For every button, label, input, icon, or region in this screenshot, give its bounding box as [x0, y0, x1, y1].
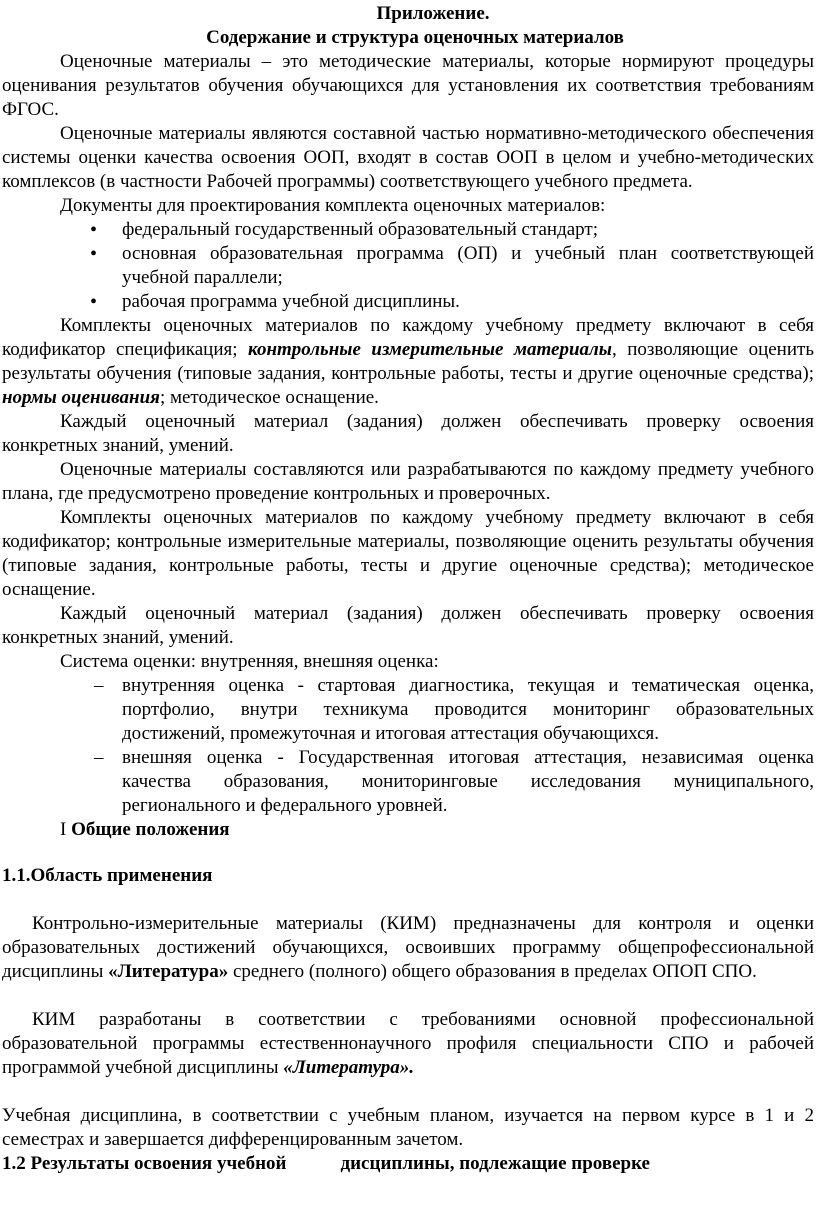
paragraph-documents: Документы для проектирования комплекта оценочных материалов: — [60, 195, 606, 216]
text-run: Контрольно-измерительные материалы (КИМ) предназначены для контроля и оценки образовательных достижений обучающихся, освоивших программу общепрофессиональной дисциплины — [2, 913, 814, 982]
appendix-heading: Приложение. — [376, 3, 490, 24]
paragraph-kim-purpose — [2, 912, 814, 984]
paragraph-check-2: Каждый оценочный материал (задания) должен обеспечивать проверку освоения конкретных знаний, умений. — [2, 603, 814, 648]
text-run: дисциплины, подлежащие проверке — [340, 1153, 650, 1174]
assessment-list — [2, 674, 814, 818]
list-item: – внешняя оценка - Государственная итоговая аттестация, независимая оценка качества образования, мониторинговые исследования муниципального, регионального и федерального уровней. — [2, 746, 814, 818]
list-item: – внутренняя оценка - стартовая диагностика, текущая и тематическая оценка, портфолио, внутри техникума проводится мониторинг образовательных достижений, промежуточная и итоговая аттестация обучающихся. — [2, 674, 814, 746]
subsection-heading-1-1: 1.1.Область применения — [2, 865, 213, 886]
paragraph-compiled: Оценочные материалы составляются или разрабатываются по каждому предмету учебного плана, где предусмотрено проведение контрольных и проверочных. — [2, 459, 814, 504]
paragraph-definition: Оценочные материалы – это методические материалы, которые нормируют процедуры оценивания результатов обучения обучающихся для установления их соответствия требованиям ФГОС. — [2, 51, 814, 120]
section-title: Общие положения — [71, 819, 230, 840]
paragraph-check: Каждый оценочный материал (задания) должен обеспечивать проверку освоения конкретных знаний, умений. — [2, 411, 814, 456]
spacer — [2, 984, 814, 1008]
paragraph-study-plan: Учебная дисциплина, в соответствии с учебным планом, изучается на первом курсе в 1 и 2 семестрах и завершается дифференцированным зачетом. — [2, 1105, 814, 1150]
text-run: Комплекты оценочных материалов по каждому учебному предмету включают в себя кодификатор спецификация; — [2, 315, 814, 360]
paragraph-kim-basis — [2, 1008, 814, 1080]
discipline-name: «Литература». — [283, 1057, 415, 1078]
list-item: • федеральный государственный образовательный стандарт; — [2, 218, 814, 242]
paragraph-assessment-system: Система оценки: внутренняя, внешняя оценка: — [60, 651, 439, 672]
text-run: КИМ разработаны в соответствии с требованиями основной профессиональной образовательной программы естественнонаучного профиля специальности СПО и рабочей программой учебной дисциплины — [2, 1009, 814, 1078]
subsection-heading-1-2 — [2, 1152, 814, 1176]
spacer — [2, 1080, 814, 1104]
section-heading — [60, 818, 814, 842]
spacer — [2, 842, 814, 864]
text-run: , позволяющие оценить результаты обучения (типовые задания, контрольные работы, тесты и другие оценочные средства); — [2, 339, 814, 384]
paragraph-kits-2: Комплекты оценочных материалов по каждому учебному предмету включают в себя кодификатор; контрольные измерительные материалы, позволяющие оценить результаты обучения (типовые задания, контрольные работы, тесты и другие оценочные средства); методическое оснащение. — [2, 507, 814, 600]
text-run: ; методическое оснащение. — [159, 387, 379, 408]
emphasis-kim: контрольные измерительные материалы — [248, 339, 612, 360]
spacer — [2, 888, 814, 912]
emphasis-norms: нормы оценивания — [2, 387, 160, 408]
documents-list — [2, 218, 814, 314]
text-run: среднего (полного) общего образования в пределах ОПОП СПО. — [228, 961, 757, 982]
paragraph-kits — [2, 314, 814, 410]
document-title: Содержание и структура оценочных материалов — [206, 27, 624, 48]
list-item: • основная образовательная программа (ОП) и учебный план соответствующей учебной параллели; — [2, 242, 814, 290]
section-number: I — [60, 819, 67, 840]
discipline-name: «Литература» — [108, 961, 229, 982]
text-run: 1.2 Результаты освоения учебной — [2, 1153, 287, 1174]
paragraph-composition: Оценочные материалы являются составной частью нормативно-методического обеспечения системы оценки качества освоения ООП, входят в состав ООП в целом и учебно-методических комплексов (в частности Рабочей программы) соответствующего учебного предмета. — [2, 123, 814, 192]
list-item: • рабочая программа учебной дисциплины. — [2, 290, 814, 314]
